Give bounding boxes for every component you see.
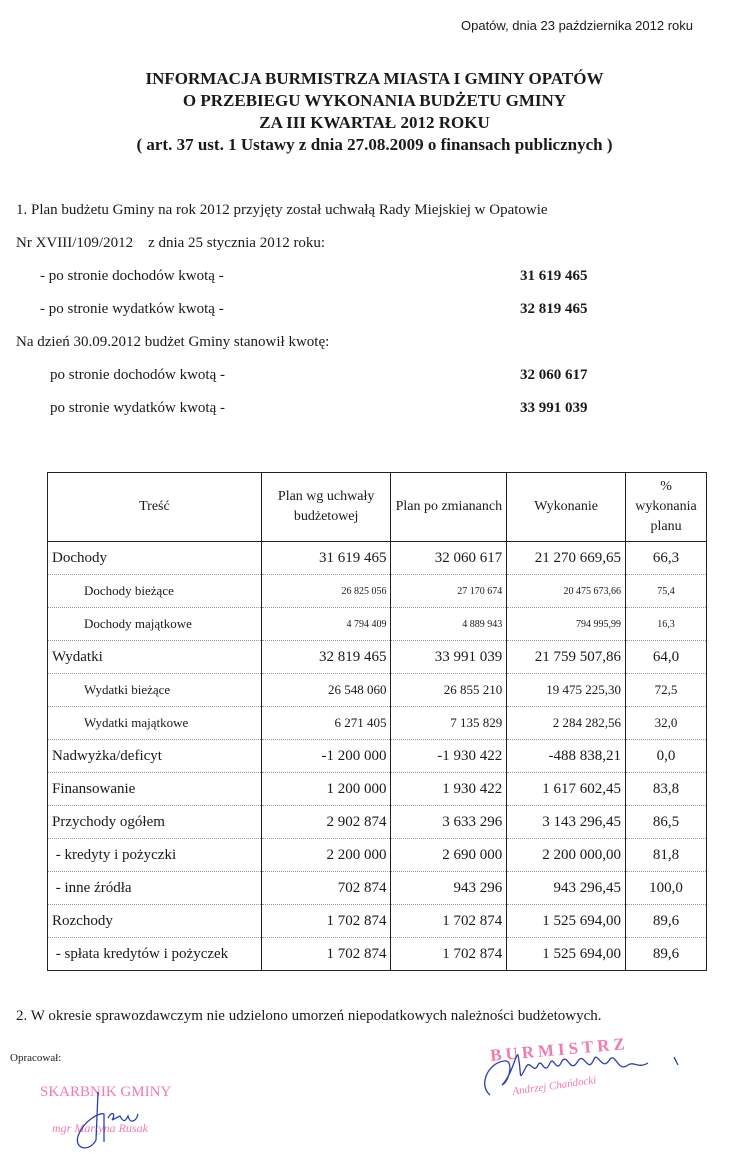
cell-value: 32 819 465 bbox=[261, 641, 391, 674]
table-row bbox=[48, 905, 707, 938]
header-cell: Plan wg uchwały budżetowej bbox=[261, 473, 391, 542]
date-line: Opatów, dnia 23 października 2012 roku bbox=[461, 18, 693, 33]
table-row bbox=[48, 575, 707, 608]
cell-value: 1 617 602,45 bbox=[507, 773, 626, 806]
plan-expense-amount: 32 819 465 bbox=[520, 301, 588, 317]
row-label: Przychody ogółem bbox=[48, 806, 262, 839]
cell-value: 0,0 bbox=[626, 740, 707, 773]
plan-income-amount: 31 619 465 bbox=[520, 268, 588, 284]
plan-income-label: - po stronie dochodów kwotą - bbox=[40, 268, 224, 284]
cell-value: 31 619 465 bbox=[261, 542, 391, 575]
cell-value: 100,0 bbox=[626, 872, 707, 905]
section2: 2. W okresie sprawozdawczym nie udzielono umorzeń niepodatkowych należności budżetowych. bbox=[16, 1008, 602, 1024]
cell-value: 27 170 674 bbox=[391, 575, 507, 608]
row-label: - kredyty i pożyczki bbox=[48, 839, 262, 872]
cell-value: 1 702 874 bbox=[391, 938, 507, 971]
cell-value: 4 794 409 bbox=[261, 608, 391, 641]
cell-value: 21 270 669,65 bbox=[507, 542, 626, 575]
row-label: Dochody majątkowe bbox=[48, 608, 262, 641]
cell-value: 21 759 507,86 bbox=[507, 641, 626, 674]
row-label: Wydatki majątkowe bbox=[48, 707, 262, 740]
cell-value: 86,5 bbox=[626, 806, 707, 839]
cell-value: 75,4 bbox=[626, 575, 707, 608]
cell-value: 64,0 bbox=[626, 641, 707, 674]
cell-value: 943 296,45 bbox=[507, 872, 626, 905]
cell-value: 20 475 673,66 bbox=[507, 575, 626, 608]
table-header-row bbox=[48, 473, 707, 542]
mayor-stamp-title: BURMISTRZ bbox=[489, 1033, 630, 1066]
mayor-stamp-name: Andrzej Chańdocki bbox=[511, 1074, 598, 1098]
cur-income-amount: 32 060 617 bbox=[520, 367, 588, 383]
row-label: Rozchody bbox=[48, 905, 262, 938]
row-label: Wydatki bieżące bbox=[48, 674, 262, 707]
cell-value: 26 855 210 bbox=[391, 674, 507, 707]
plan-expense-label: - po stronie wydatków kwotą - bbox=[40, 301, 224, 317]
table-row bbox=[48, 542, 707, 575]
cell-value: 2 690 000 bbox=[391, 839, 507, 872]
title-line: INFORMACJA BURMISTRZA MIASTA I GMINY OPATÓW bbox=[145, 69, 604, 88]
cell-value: 702 874 bbox=[261, 872, 391, 905]
treasurer-signature-icon bbox=[60, 1090, 150, 1154]
title-line: ( art. 37 ust. 1 Ustawy z dnia 27.08.2009 o finansach publicznych ) bbox=[136, 135, 613, 154]
cell-value: 89,6 bbox=[626, 938, 707, 971]
table-row bbox=[48, 740, 707, 773]
cell-value: 794 995,99 bbox=[507, 608, 626, 641]
document-title bbox=[0, 68, 749, 156]
cell-value: -1 930 422 bbox=[391, 740, 507, 773]
cell-value: 1 702 874 bbox=[261, 905, 391, 938]
treasurer-stamp-name: mgr Martyna Rusak bbox=[52, 1121, 148, 1135]
row-label: Finansowanie bbox=[48, 773, 262, 806]
cell-value: 66,3 bbox=[626, 542, 707, 575]
cur-expense-label: po stronie wydatków kwotą - bbox=[50, 400, 225, 416]
cell-value: 83,8 bbox=[626, 773, 707, 806]
cell-value: 26 825 056 bbox=[261, 575, 391, 608]
header-cell: Treść bbox=[48, 473, 262, 542]
cell-value: 89,6 bbox=[626, 905, 707, 938]
header-cell: Plan po zmiananch bbox=[391, 473, 507, 542]
cell-value: 2 902 874 bbox=[261, 806, 391, 839]
cell-value: 2 200 000 bbox=[261, 839, 391, 872]
cell-value: 81,8 bbox=[626, 839, 707, 872]
row-label: Nadwyżka/deficyt bbox=[48, 740, 262, 773]
mayor-signature-icon bbox=[478, 1045, 693, 1100]
budget-table bbox=[47, 472, 707, 971]
title-line: ZA III KWARTAŁ 2012 ROKU bbox=[259, 113, 490, 132]
section1-line3: Na dzień 30.09.2012 budżet Gminy stanowił kwotę: bbox=[16, 334, 330, 350]
cell-value: 16,3 bbox=[626, 608, 707, 641]
row-label: - spłata kredytów i pożyczek bbox=[48, 938, 262, 971]
section1-line2: Nr XVIII/109/2012 z dnia 25 stycznia 2012 roku: bbox=[16, 235, 326, 251]
cell-value: 2 284 282,56 bbox=[507, 707, 626, 740]
table-row bbox=[48, 707, 707, 740]
table-row bbox=[48, 938, 707, 971]
cell-value: 1 702 874 bbox=[391, 905, 507, 938]
cell-value: -1 200 000 bbox=[261, 740, 391, 773]
cell-value: 1 930 422 bbox=[391, 773, 507, 806]
header-cell: Wykonanie bbox=[507, 473, 626, 542]
cell-value: 1 525 694,00 bbox=[507, 905, 626, 938]
title-line: O PRZEBIEGU WYKONANIA BUDŻETU GMINY bbox=[182, 91, 567, 110]
cell-value: 3 143 296,45 bbox=[507, 806, 626, 839]
cur-income-label: po stronie dochodów kwotą - bbox=[50, 367, 225, 383]
table-row bbox=[48, 674, 707, 707]
cell-value: 72,5 bbox=[626, 674, 707, 707]
cell-value: 1 702 874 bbox=[261, 938, 391, 971]
cell-value: 1 525 694,00 bbox=[507, 938, 626, 971]
cell-value: -488 838,21 bbox=[507, 740, 626, 773]
cell-value: 6 271 405 bbox=[261, 707, 391, 740]
cell-value: 2 200 000,00 bbox=[507, 839, 626, 872]
cell-value: 943 296 bbox=[391, 872, 507, 905]
table-row bbox=[48, 641, 707, 674]
prepared-by-label: Opracował: bbox=[10, 1052, 62, 1064]
table-row bbox=[48, 806, 707, 839]
row-label: - inne źródła bbox=[48, 872, 262, 905]
cell-value: 32,0 bbox=[626, 707, 707, 740]
row-label: Wydatki bbox=[48, 641, 262, 674]
cell-value: 3 633 296 bbox=[391, 806, 507, 839]
cell-value: 32 060 617 bbox=[391, 542, 507, 575]
cell-value: 26 548 060 bbox=[261, 674, 391, 707]
section1-line1: 1. Plan budżetu Gminy na rok 2012 przyjęty został uchwałą Rady Miejskiej w Opatowie bbox=[16, 202, 548, 218]
cell-value: 33 991 039 bbox=[391, 641, 507, 674]
cell-value: 7 135 829 bbox=[391, 707, 507, 740]
row-label: Dochody bbox=[48, 542, 262, 575]
treasurer-stamp-title: SKARBNIK GMINY bbox=[40, 1084, 172, 1100]
table-row bbox=[48, 839, 707, 872]
table-row bbox=[48, 608, 707, 641]
table-row bbox=[48, 872, 707, 905]
header-cell: % wykonania planu bbox=[626, 473, 707, 542]
cell-value: 1 200 000 bbox=[261, 773, 391, 806]
cell-value: 19 475 225,30 bbox=[507, 674, 626, 707]
table-row bbox=[48, 773, 707, 806]
cur-expense-amount: 33 991 039 bbox=[520, 400, 588, 416]
cell-value: 4 889 943 bbox=[391, 608, 507, 641]
row-label: Dochody bieżące bbox=[48, 575, 262, 608]
